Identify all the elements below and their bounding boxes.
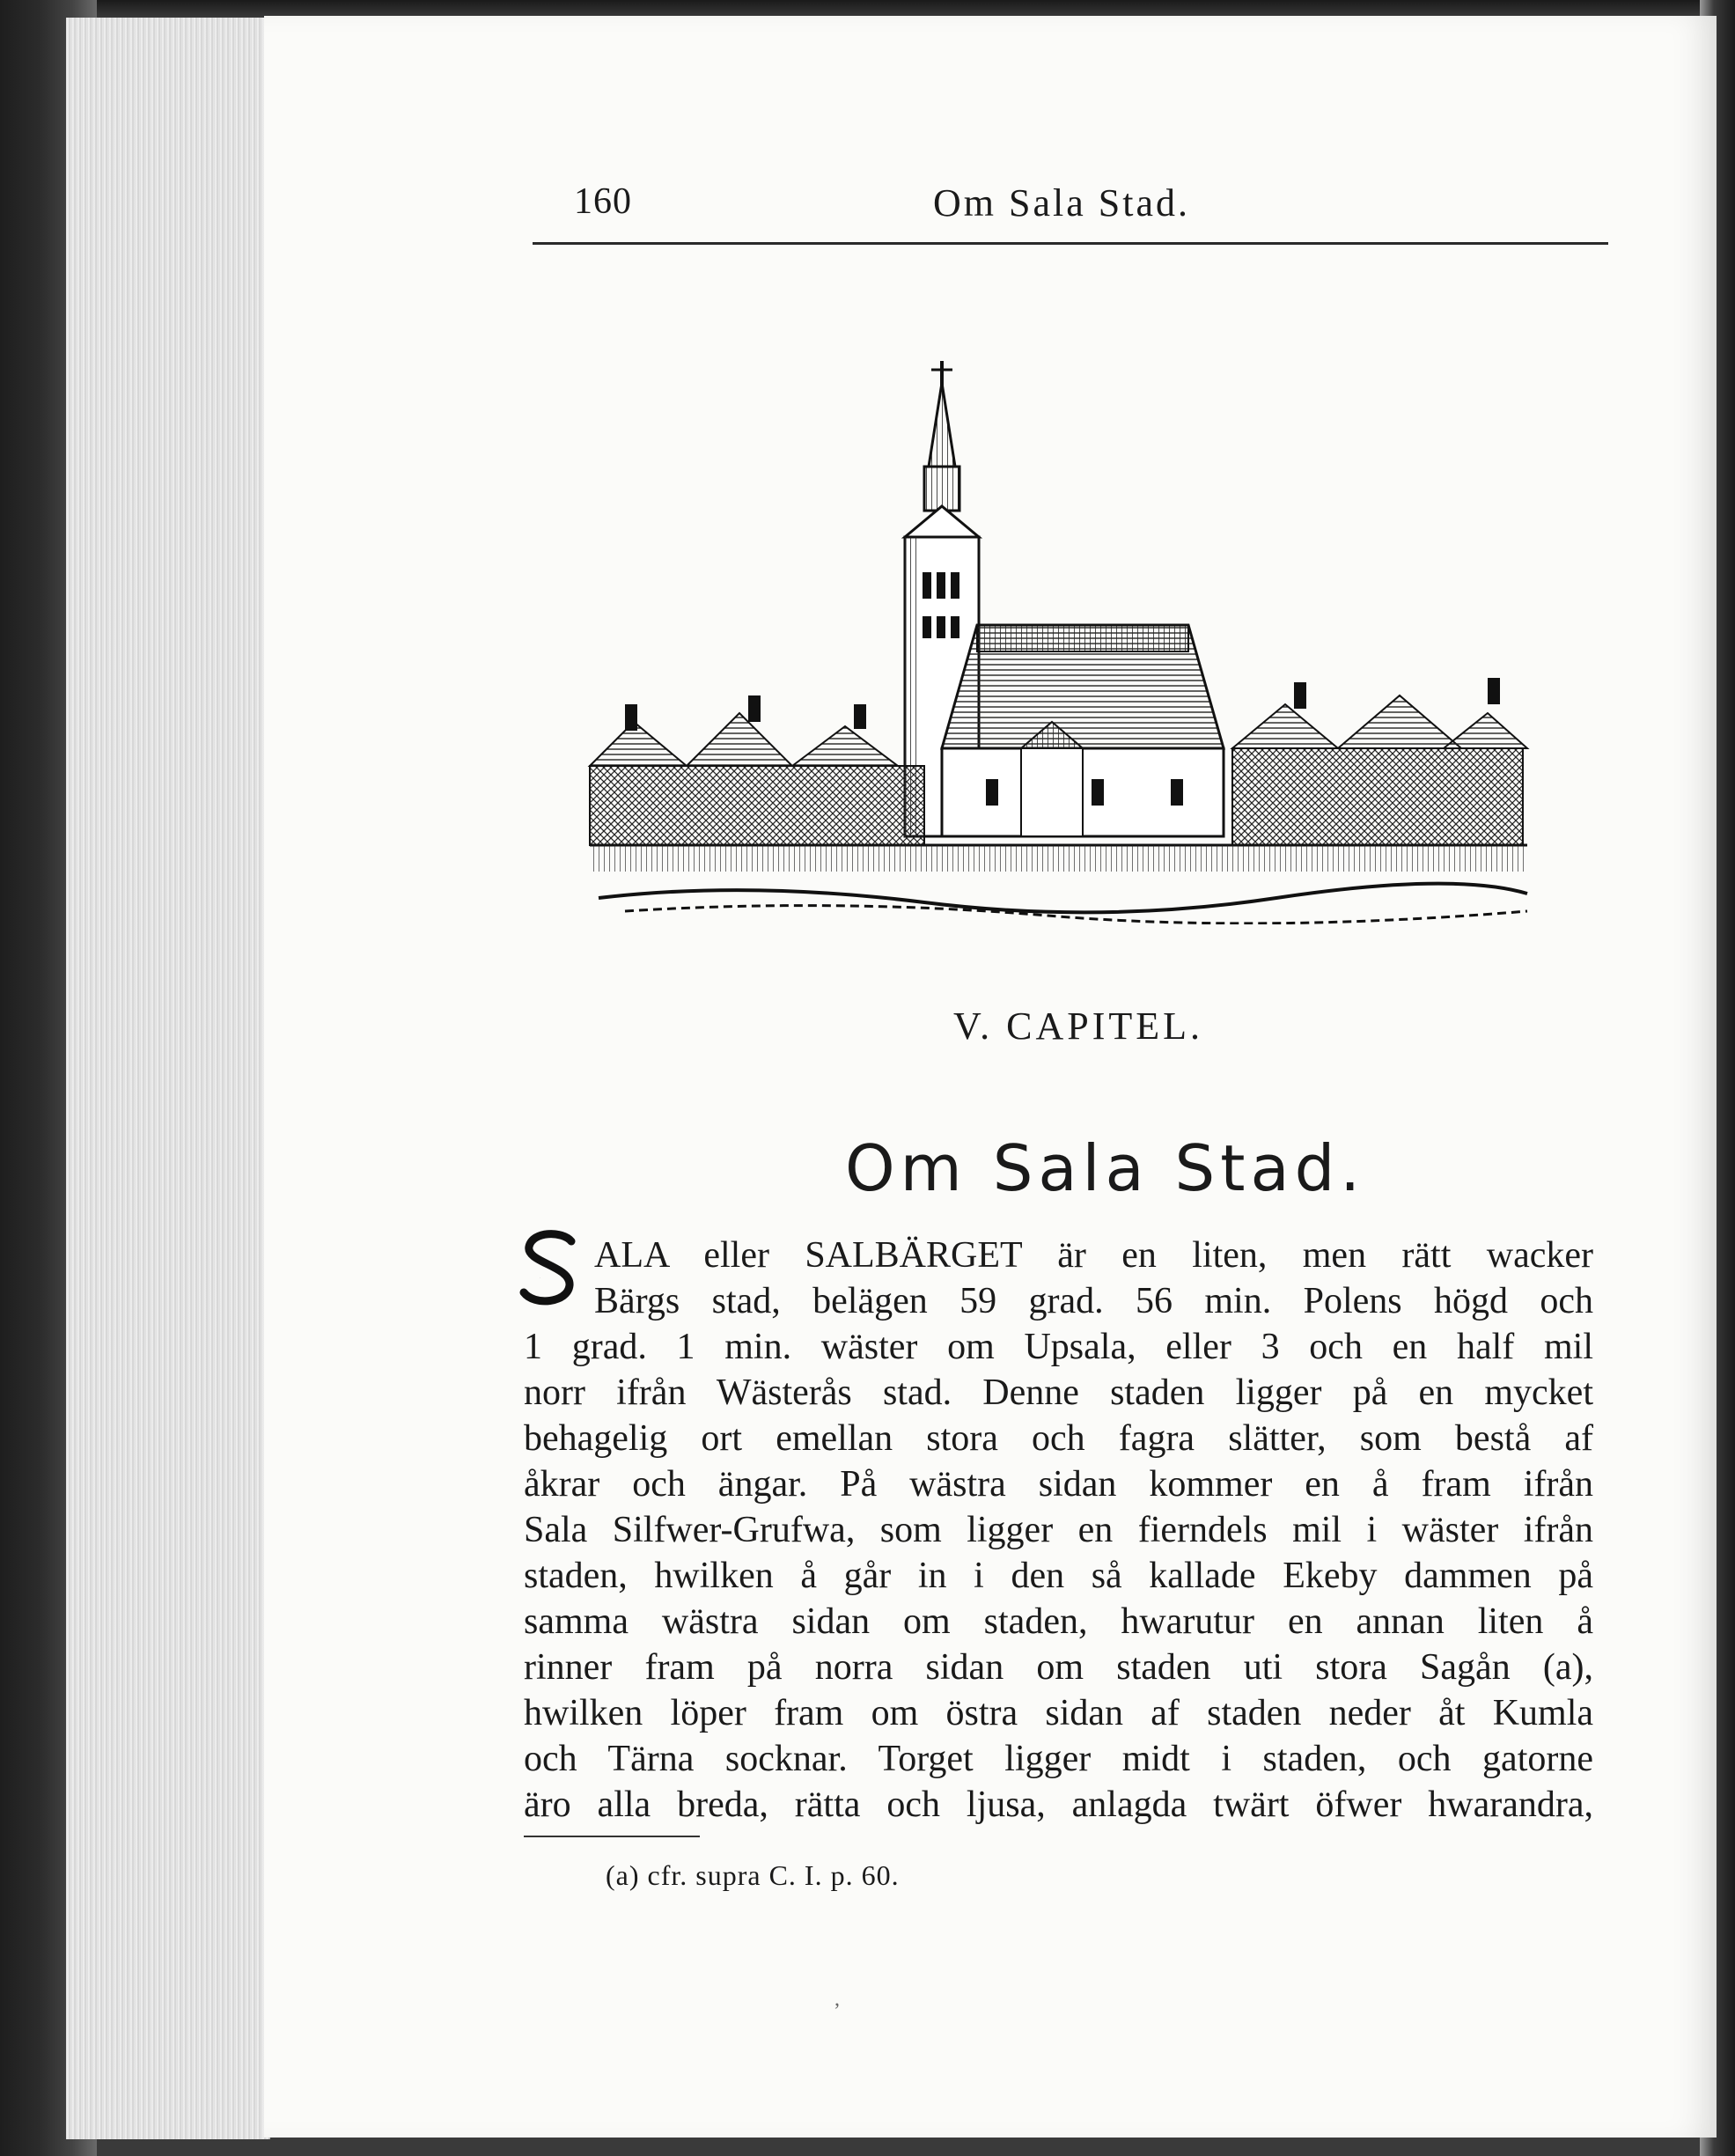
footnote: (a) cfr. supra C. I. p. 60. xyxy=(606,1859,900,1891)
body-line-12: och Tärna socknar. Torget ligger midt i staden, och gatorne xyxy=(524,1739,1593,1779)
page-mark: , xyxy=(834,1988,840,2011)
body-line-5: behagelig ort emellan stora och fagra slätter, som bestå af xyxy=(524,1418,1593,1459)
body-line-13: äro alla breda, rätta och ljusa, anlagda twärt öfwer hwarandra, xyxy=(524,1784,1593,1825)
church-engraving xyxy=(572,335,1532,924)
chapter-label: V. CAPITEL. xyxy=(953,1004,1203,1048)
page-stack-edges xyxy=(66,18,270,2139)
body-line-2: Bärgs stad, belägen 59 grad. 56 min. Polens högd och xyxy=(594,1281,1593,1321)
footnote-rule xyxy=(524,1836,700,1837)
body-line-9: samma wästra sidan om staden, hwarutur en annan liten å xyxy=(524,1601,1593,1642)
body-line-4: norr ifrån Wästerås stad. Denne staden ligger på en mycket xyxy=(524,1372,1593,1413)
body-line-6: åkrar och ängar. På wästra sidan kommer en å fram ifrån xyxy=(524,1464,1593,1505)
dropcap-letter xyxy=(513,1225,589,1310)
page-number: 160 xyxy=(574,181,632,222)
running-head xyxy=(533,180,1608,245)
chapter-title: Om Sala Stad. xyxy=(845,1131,1366,1205)
running-title: Om Sala Stad. xyxy=(933,181,1190,224)
body-text xyxy=(524,1233,1593,1828)
body-line-10: rinner fram på norra sidan om staden uti stora Sagån (a), xyxy=(524,1647,1593,1688)
body-line-8: staden, hwilken å går in i den så kallade Ekeby dammen på xyxy=(524,1556,1593,1596)
body-line-11: hwilken löper fram om östra sidan af staden neder åt Kumla xyxy=(524,1693,1593,1733)
body-line-3: 1 grad. 1 min. wäster om Upsala, eller 3 och en half mil xyxy=(524,1327,1593,1367)
body-line-7: Sala Silfwer-Grufwa, som ligger en fierndels mil i wäster ifrån xyxy=(524,1510,1593,1550)
body-line-1: ALA eller SALBÄRGET är en liten, men rätt wacker xyxy=(594,1235,1593,1276)
